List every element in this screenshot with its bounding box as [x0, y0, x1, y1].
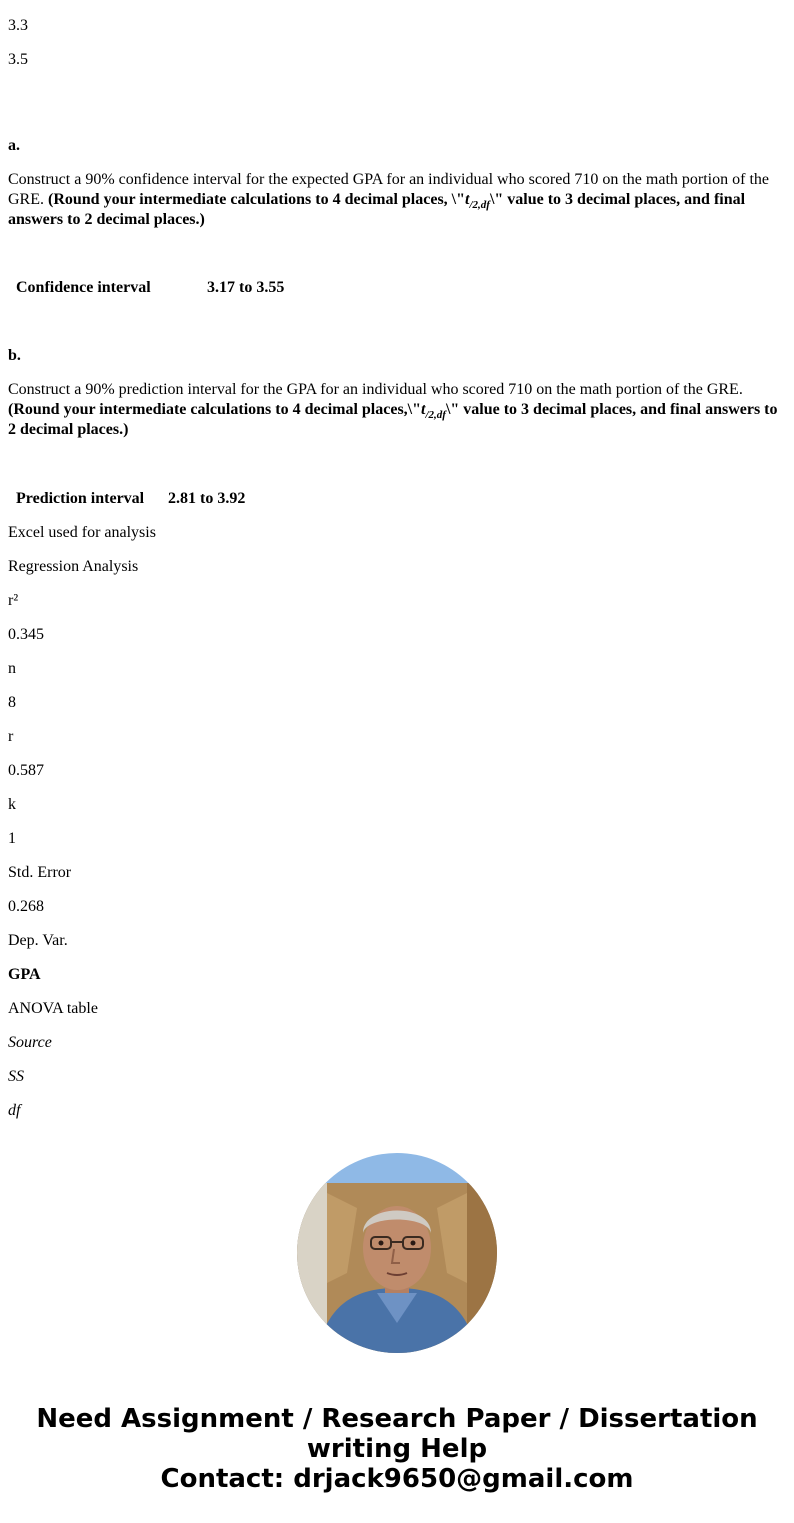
anova-header-ss: SS [8, 1068, 24, 1085]
list-value: 3.5 [8, 51, 28, 68]
std-error-value: 0.268 [8, 898, 44, 915]
r-label: r [8, 728, 14, 745]
anova-title: ANOVA table [8, 1000, 98, 1017]
r2-label: r² [8, 592, 19, 609]
part-b-question [8, 380, 786, 440]
promo-line-2: writing Help [306, 1434, 488, 1464]
anova-header-df: df [8, 1102, 21, 1119]
part-a-label: a. [8, 137, 20, 154]
anova-header-source: Source [8, 1034, 52, 1051]
prediction-interval-label: Prediction interval [16, 490, 145, 507]
confidence-interval-value: 3.17 to 3.55 [207, 279, 285, 296]
part-a-instruction-suffix: \" value to 3 decimal places, and final answers to 2 decimal places.) [8, 191, 746, 228]
promo-contact: Contact: drjack9650@gmail.com [160, 1464, 634, 1494]
r-value: 0.587 [8, 762, 44, 779]
t-symbol: t [421, 401, 426, 418]
std-error-label: Std. Error [8, 864, 72, 881]
analysis-intro: Excel used for analysis [8, 524, 156, 541]
n-label: n [8, 660, 16, 677]
r2-value: 0.345 [8, 626, 44, 643]
t-subscript: /2,df [425, 409, 446, 421]
author-avatar [297, 1153, 497, 1353]
dep-var-label: Dep. Var. [8, 932, 68, 949]
list-value: 3.3 [8, 17, 28, 34]
part-a-instruction-prefix: (Round your intermediate calculations to 4 decimal places, \" [48, 191, 466, 208]
promo-banner [0, 1404, 794, 1494]
part-b-instruction-suffix: \" value to 3 decimal places, and final answers to 2 decimal places.) [8, 401, 778, 438]
k-value: 1 [8, 830, 16, 847]
part-b-instruction-prefix: (Round your intermediate calculations to 4 decimal places,\" [8, 401, 422, 418]
t-subscript: /2,df [469, 199, 490, 211]
part-a-question [8, 170, 786, 230]
part-b-question-text: Construct a 90% prediction interval for the GPA for an individual who scored 710 on the math portion of the GRE. [8, 381, 743, 398]
person-portrait-icon [297, 1153, 497, 1353]
n-value: 8 [8, 694, 16, 711]
part-b-label: b. [8, 347, 21, 364]
confidence-interval-label: Confidence interval [16, 279, 151, 296]
part-a-question-text: Construct a 90% confidence interval for the expected GPA for an individual who scored 710 on the math portion of the GRE. [8, 171, 769, 208]
analysis-title: Regression Analysis [8, 558, 139, 575]
t-symbol: t [465, 191, 470, 208]
k-label: k [8, 796, 16, 813]
promo-line-1: Need Assignment / Research Paper / Dissertation [36, 1404, 758, 1434]
dep-var-value: GPA [8, 966, 41, 983]
prediction-interval-value: 2.81 to 3.92 [168, 490, 246, 507]
